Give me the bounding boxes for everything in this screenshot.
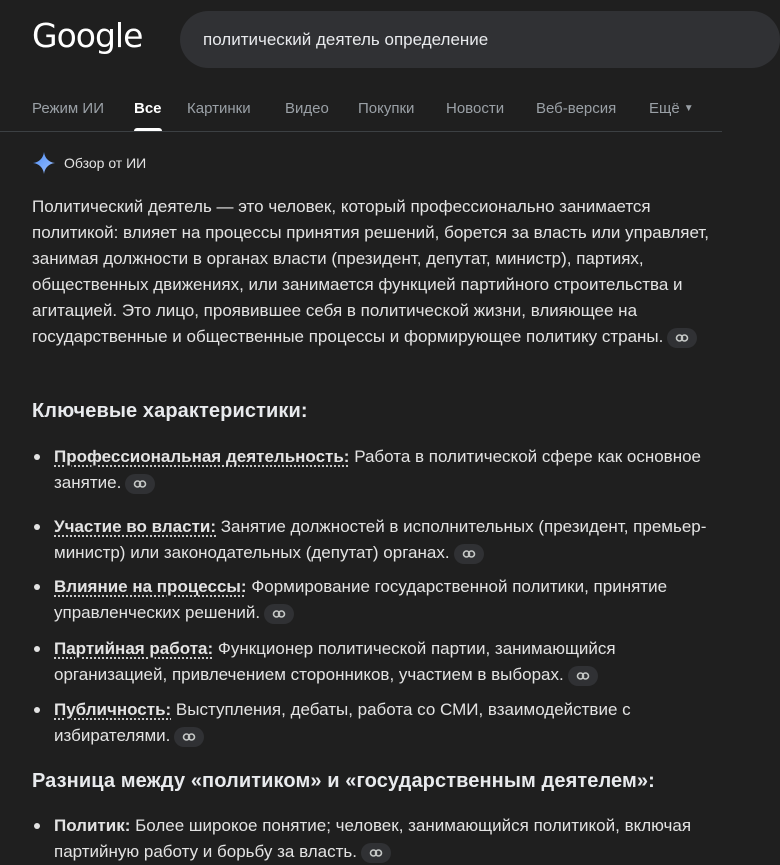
link-icon [182,730,196,744]
ai-overview-header [32,151,146,175]
search-box[interactable] [180,11,780,68]
link-icon [272,607,286,621]
list-item-text: Формирование государственной политики, принятие управленческих решений. [54,577,668,622]
caret-down-icon: ▼ [683,103,694,114]
source-link-chip[interactable] [125,474,155,494]
link-icon [369,846,383,860]
tab-more-label: Ещё [649,100,680,117]
list-item [54,697,722,749]
tab-news[interactable]: Новости [446,100,505,117]
link-icon [462,547,476,561]
list-item-text: Занятие должностей в исполнительных (президент, премьер-министр) или законодательных (депутат) органах. [54,517,707,562]
list-item-term: Партийная работа: [54,639,214,658]
list-item-term: Участие во власти: [54,517,217,536]
list-item-term: Публичность: [54,700,172,719]
list-item-term: Влияние на процессы: [54,577,247,596]
tab-more[interactable] [649,100,694,117]
search-tabs [0,86,722,132]
intro-text: Политический деятель — это человек, который профессионально занимается политикой: влияет на процессы принятия решений, борется за власть или управляет, занимая должности в органах власти (президент, депутат, министр), партиях, общественных движениях, или занимается функцией партийного строительства и агитацией. Это лицо, проявившее себя в политической жизни, влияющее на государственные и общественные процессы и формирующее политику страны. [32,197,710,346]
ai-overview-title: Обзор от ИИ [64,155,147,171]
section-title-difference: Разница между «политиком» и «государственным деятелем»: [32,770,655,792]
list-item [54,574,722,626]
section-title-characteristics: Ключевые характеристики: [32,400,308,422]
list-item-text: Функционер политической партии, занимающийся организацией, привлечением сторонников, участием в выборах. [54,639,616,684]
source-link-chip[interactable] [174,727,204,747]
source-link-chip[interactable] [568,666,598,686]
ai-overview-intro [32,194,712,350]
tab-web[interactable]: Веб-версия [536,100,617,117]
search-input[interactable]: политический деятель определение [203,29,489,49]
list-item-text: Работа в политической сфере как основное занятие. [54,447,701,492]
list-item [54,636,722,688]
source-link-chip[interactable] [667,328,697,348]
list-item-text: Более широкое понятие; человек, занимающийся политикой, включая партийную работу и борьбу за власть. [54,816,692,861]
list-item-term: Политик: [54,816,131,835]
source-link-chip[interactable] [454,544,484,564]
header [0,0,722,86]
list-item-term: Профессиональная деятельность: [54,447,350,466]
list-item [54,514,722,566]
link-icon [675,331,689,345]
list-item [54,813,722,865]
list-item-text: Выступления, дебаты, работа со СМИ, взаимодействие с избирателями. [54,700,631,745]
tab-shopping[interactable]: Покупки [358,100,415,117]
source-link-chip[interactable] [264,604,294,624]
tab-ai-mode[interactable]: Режим ИИ [32,100,104,117]
tab-videos[interactable]: Видео [285,100,329,117]
link-icon [133,477,147,491]
source-link-chip[interactable] [361,843,391,863]
gemini-spark-icon [32,151,56,175]
tab-all[interactable]: Все [134,100,162,117]
tab-images[interactable]: Картинки [187,100,251,117]
google-logo[interactable]: Google [32,16,143,55]
link-icon [576,669,590,683]
list-item [54,444,722,496]
